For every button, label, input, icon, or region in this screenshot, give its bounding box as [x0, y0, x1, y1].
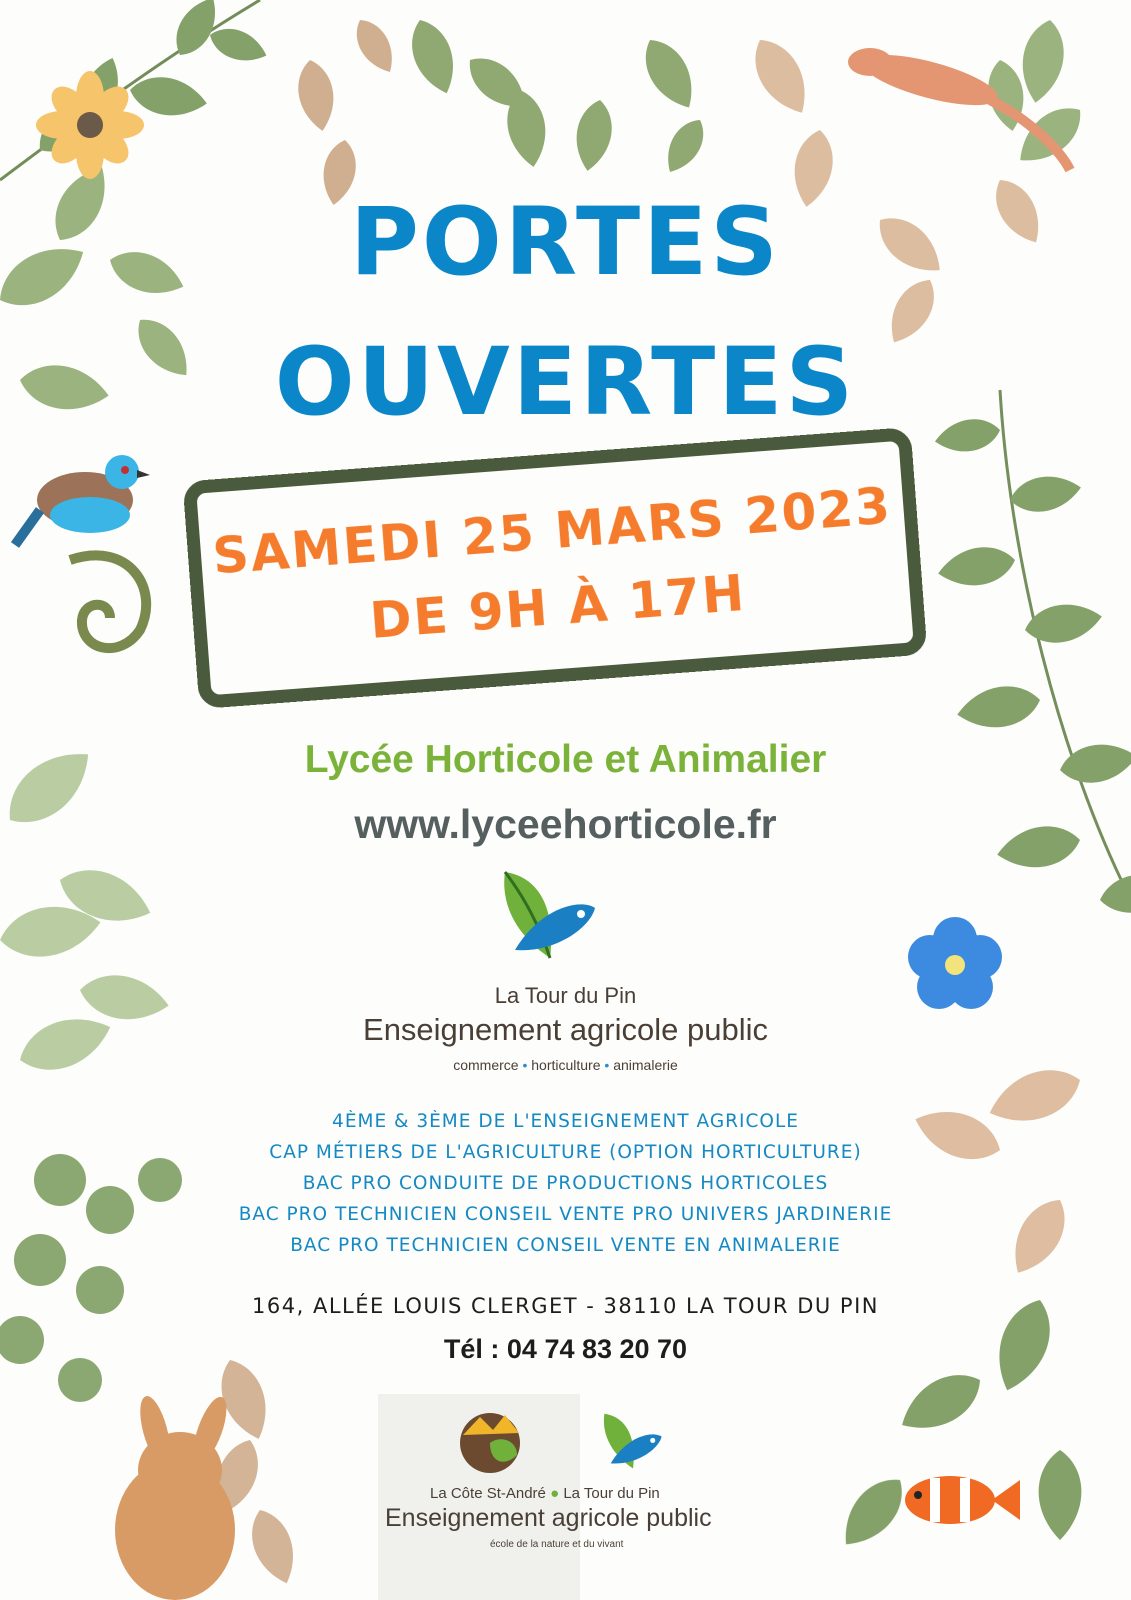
bottom-logo-main: Enseignement agricole public [385, 1504, 712, 1532]
logo-sub-commerce: commerce [453, 1057, 519, 1073]
stamp-date: SAMEDI 25 MARS 2023 [210, 476, 894, 586]
leaf-separator-icon: ● [550, 1485, 560, 1502]
program-item: CAP MÉTIERS DE L'AGRICULTURE (OPTION HORTICULTURE) [269, 1142, 862, 1163]
clownfish-icon [905, 1476, 1020, 1524]
separator-dot-icon: • [522, 1057, 528, 1073]
bottom-logo-town2: La Tour du Pin [563, 1485, 660, 1502]
bottom-logo-town1: La Côte St-André [430, 1485, 546, 1502]
logo-city: La Tour du Pin [494, 983, 637, 1008]
logo-subtitle [0, 1058, 1131, 1072]
bottom-logo-tagline: école de la nature et du vivant [490, 1539, 624, 1550]
logo-sub-animalerie: animalerie [613, 1057, 678, 1073]
address: 164, ALLÉE LOUIS CLERGET - 38110 LA TOUR DU PIN [252, 1294, 879, 1318]
phone-number[interactable]: Tél : 04 74 83 20 70 [443, 1334, 688, 1364]
stamp-hours: DE 9H À 17H [367, 563, 748, 650]
program-item: 4ÈME & 3ÈME DE L'ENSEIGNEMENT AGRICOLE [332, 1111, 799, 1132]
program-item: BAC PRO TECHNICIEN CONSEIL VENTE EN ANIMALERIE [290, 1235, 841, 1256]
bottom-logo-towns [430, 1486, 690, 1501]
mountain-leaf-logo-icon [455, 1405, 525, 1475]
school-name: Lycée Horticole et Animalier [304, 738, 827, 781]
rabbit-icon [115, 1393, 235, 1600]
logo-main-text: Enseignement agricole public [363, 1012, 768, 1047]
leaf-fish-logo-icon [495, 868, 605, 968]
title-portes: PORTES [350, 188, 781, 297]
program-item: BAC PRO CONDUITE DE PRODUCTIONS HORTICOLES [302, 1173, 829, 1194]
logo-sub-horticulture: horticulture [531, 1057, 601, 1073]
leaf-fish-logo-icon [598, 1410, 668, 1476]
separator-dot-icon: • [604, 1057, 610, 1073]
title-ouvertes: OUVERTES [274, 328, 857, 437]
fern-icon [70, 555, 146, 648]
website-link[interactable]: www.lyceehorticole.fr [354, 801, 777, 847]
bird-icon [15, 455, 150, 545]
program-item: BAC PRO TECHNICIEN CONSEIL VENTE PRO UNIVERS JARDINERIE [238, 1204, 893, 1225]
